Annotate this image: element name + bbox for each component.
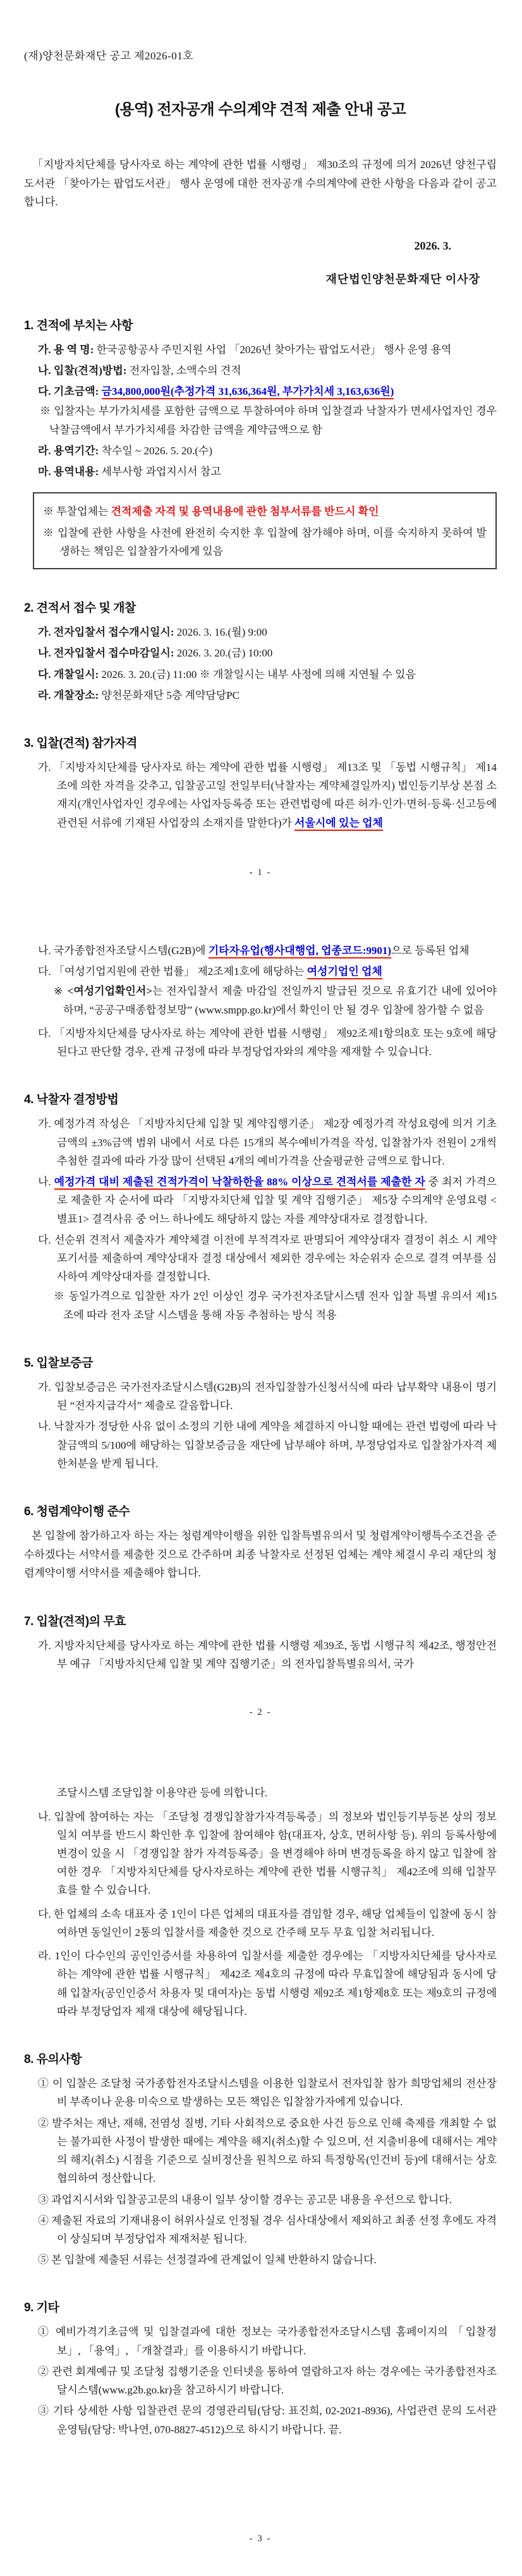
item-label: 가. 전자입찰서 접수개시일시: <box>38 626 174 639</box>
list-item: ① 예비가격기초금액 및 입찰결과에 대한 정보는 국가종합전자조달시스템 홈페이지의 「입찰정보」, 「용역」, 「개찰결과」를 이용하시기 바랍니다. <box>38 2326 497 2357</box>
item-text: 다. 「여성기업지원에 관한 법률」 제2조제1호에 해당하는 <box>38 965 305 978</box>
list-item <box>24 686 497 704</box>
list-item: 다. 선순위 견적서 제출자가 계약체결 이전에 부적격자로 판명되어 계약상대자 결정이 취소 시 계약 포기서를 제출하여 계약상대자 결정 대상에서 제외한 경우에는 차순위자 순으로 결격 여부를 심사하여 계약상대자를 결정합니다. <box>38 1233 497 1283</box>
section-8-heading: 8. 유의사항 <box>24 2053 82 2067</box>
page-title: (용역) 전자공개 수의계약 견적 제출 안내 공고 <box>114 101 406 118</box>
item-text: 가. 「지방자치단체를 당사자로 하는 계약에 관한 법률 시행령」 제13조 및 「동법 시행규칙」 제14조에 의한 자격을 갖추고, 입찰공고일 전일부터(낙찰자는 계약체결일까지) 법인등기부상 본점 소재지(개인사업자인 경우에는 사업자등록증 또는 관련법령에 따른 허가·인가·면허·등록·신고등에 관련된 서류에 기재된 사업장의 소재지를 말한다)가 <box>38 761 497 829</box>
item-note: ※ 개찰일시는 내부 사정에 의해 지연될 수 있음 <box>199 668 416 680</box>
warning-prefix: ※ 투찰업체는 <box>43 505 109 518</box>
item-label: 나. 입찰(견적)방법: <box>38 364 127 377</box>
list-item: 가. 예정가격 작성은 「지방자치단체 입찰 및 계약집행기준」 제2장 예정가격 작성요령에 의거 기초금액의 ±3%금액 범위 내에서 서로 다른 15개의 복수예비가격을 작성, 입찰참가자 전원이 2개씩 추첨한 결과에 따라 가장 많이 선택된 4개의 예비가격을 산술평균한 금액으로 합니다. <box>38 1118 497 1167</box>
page-number-3: - 3 - <box>249 2533 272 2544</box>
item-label: 나. <box>38 1176 51 1188</box>
list-item <box>24 1173 497 1228</box>
announcement-date: 2026. 3. <box>414 239 451 252</box>
base-amount-highlight: 금34,800,000원(추정가격 31,636,364원, 부가가치세 3,163,636원) <box>102 385 394 399</box>
list-item: 나. 낙찰자가 정당한 사유 없이 소정의 기한 내에 계약을 체결하지 아니할 때에는 관련 법령에 따라 낙찰금액의 5/100에 해당하는 입찰보증금을 재단에 납부해야 하며, 부정당업자로 입찰참가자격 제한처분을 받게 됩니다. <box>38 1420 497 1470</box>
note-mark: ※ <box>54 985 64 998</box>
list-item: ④ 제출된 자료의 기재내용이 허위사실로 인정될 경우 심사대상에서 제외하고 최종 선정 후에도 자격이 상실되며 부정당업자 제재처분 됩니다. <box>38 2214 497 2245</box>
list-item: 가. 입찰보증금은 국가전자조달시스템(G2B)의 전자입찰참가신청서식에 따라 납부확약 내용이 명기된 “전자지급각서” 제출로 갈음합니다. <box>38 1381 497 1412</box>
section-9-heading: 9. 기타 <box>24 2301 59 2315</box>
section-1-heading: 1. 견적에 부치는 사항 <box>24 318 133 332</box>
item-text: 으로 등록된 업체 <box>391 944 470 957</box>
list-item: 라. 1인이 다수인의 공인인증서를 차용하여 입찰서를 제출한 경우에는 「지방자치단체를 당사자로 하는 계약에 관한 법률 시행규칙」 제42조 제4호의 규정에 따라 무효입찰에 해당됨과 동시에 당해 입찰자(공인인증서 차용자 및 대여자)는 동법 시행령 제92조 제1항제8호 또는 제9호의 규정에 따라 부정당업자 제재 대상에 해당됩니다. <box>38 1950 497 2017</box>
list-item <box>24 962 497 981</box>
list-item <box>24 341 497 359</box>
section-5-heading: 5. 입찰보증금 <box>24 1356 93 1370</box>
warning-line <box>43 502 487 521</box>
list-item: 다. 한 업체의 소속 대표자 중 1인이 다른 업체의 대표자를 겸임할 경우, 해당 업체들이 입찰에 동시 참여하면 동일인이 2통의 입찰서를 제출한 것으로 간주해 모두 무효 입찰 처리됩니다. <box>38 1908 497 1938</box>
list-item: ① 이 입찰은 조달청 국가종합전자조달시스템을 이용한 입찰로서 전자입찰 참가 희망업체의 전산장비 부족이나 운용 미숙으로 발생하는 모든 책임은 입찰참가자에게 있습니다. <box>38 2077 497 2108</box>
item-label: 라. 용역기간: <box>38 444 99 457</box>
section-4-heading: 4. 낙찰자 결정방법 <box>24 1093 119 1107</box>
list-item: ⑤ 본 입찰에 제출된 서류는 선정결과에 관계없이 일체 반환하지 않습니다. <box>38 2254 377 2266</box>
item-label: 다. 기초금액: <box>38 385 99 398</box>
list-item <box>24 361 497 380</box>
list-item: 가. 지방자치단체를 당사자로 하는 계약에 관한 법률 시행령 제39조, 동법 시행규칙 제42조, 행정안전부 예규 「지방자치단체 입찰 및 계약 집행기준」의 전자입찰특별유의서, 국가 <box>38 1639 497 1671</box>
item-text: 중 최저 가격으로 제출한 자 순서에 따라 「지방자치단체 입찰 및 계약 집행기준」 제5장 수의계약 운영요령 <별표1> 결격사유 중 어느 하나에도 해당하지 않는 자를 계약상대자로 결정합니다. <box>57 1176 497 1225</box>
item-label: 라. 개찰장소: <box>38 689 99 701</box>
warning-box <box>33 492 497 569</box>
list-item <box>24 665 497 684</box>
list-item <box>24 941 497 960</box>
list-item: ② 발주처는 재난, 재해, 전염성 질병, 기타 사회적으로 중요한 사건 등으로 인해 축제를 개최할 수 없는 불가피한 사정이 발생한 때에는 계약을 해지(취소)할 수 있으며, 선 지출비용에 대해서는 계약의 해지(취소) 시점을 기준으로 실비정산을 원칙으로 하되 특정항목(인건비 등)에 대해서는 상호 협의하여 정산합니다. <box>38 2117 497 2185</box>
item-label: 다. 개찰일시: <box>38 668 99 680</box>
item-text: 전자입찰, 소액수의 견적 <box>129 364 241 377</box>
vat-note: ※ 입찰자는 부가가치세를 포함한 금액으로 투찰하여야 하며 입찰결과 낙찰자가 면세사업자인 경우 낙찰금액에서 부가가치세를 차감한 금액을 계약금액으로 함 <box>40 405 497 436</box>
notice-number: (재)양천문화재단 공고 제2026-01호 <box>24 50 194 62</box>
item-text: 2026. 3. 20.(금) 10:00 <box>176 647 273 660</box>
seoul-company-highlight: 서울시에 있는 업체 <box>294 817 383 831</box>
list-item: 다. 「지방자치단체를 당사자로 하는 계약에 관한 법률 시행령」 제92조제1항의8호 또는 9호에 해당된다고 판단할 경우, 관계 규정에 따라 부정당업자와의 계약을 제재할 수 있습니다. <box>38 1027 497 1058</box>
list-item <box>24 623 497 641</box>
list-item <box>24 463 497 481</box>
section-6-heading: 6. 청렴계약이행 준수 <box>24 1505 130 1519</box>
item-text: 나. 국가종합전자조달시스템(G2B)에 <box>38 944 206 957</box>
list-item <box>24 644 497 662</box>
item-text: 세부사항 과업지시서 참고 <box>101 466 221 478</box>
item-label: 마. 용역내용: <box>38 466 99 478</box>
list-item: ② 관련 회계예규 및 조달청 집행기준을 인터넷을 통하여 열람하고자 하는 경우에는 국가종합전자조달시스템(www.g2b.go.kr)을 참고하시기 바랍니다. <box>38 2365 497 2397</box>
industry-code-highlight: 기타자유업(행사대행업, 업종코드:9901) <box>209 945 391 958</box>
item-text: 2026. 3. 16.(월) 9:00 <box>176 626 267 639</box>
lower-limit-highlight: 예정가격 대비 제출된 견적가격이 낙찰하한율 88% 이상으로 견적서를 제출한 자 <box>54 1176 425 1190</box>
item-text: 양천문화재단 5층 계약담당PC <box>101 689 240 701</box>
list-item: 나. 입찰에 참여하는 자는 「조달청 경쟁입찰참가자격등록증」의 정보와 법인등기부등본 상의 정보 일치 여부를 반드시 확인한 후 입찰에 참여해야 함(대표자, 상호, 면허사항 등). 위의 등록사항에 변경이 있을 시 「경쟁입찰 참가 자격등록증」을 변경해야 하며 변경등록을 하지 않고 입찰에 참여한 경우 「지방자치단체를 당사자로하는 계약에 관한 법률 시행규칙」 제42조에 의해 입찰무효를 할 수 있습니다. <box>38 1810 497 1897</box>
section-3-heading: 3. 입찰(견적) 참가자격 <box>24 737 137 751</box>
item-text: 한국공항공사 주민지원 사업 「2026년 찾아가는 팝업도서관」 행사 운영 용역 <box>96 343 452 356</box>
list-item <box>24 382 497 401</box>
women-cert-note <box>24 982 497 1019</box>
list-item <box>24 758 497 832</box>
section-2-heading: 2. 견적서 접수 및 개찰 <box>24 602 136 615</box>
list-item: ③ 기타 상세한 사항 입찰관련 문의 경영관리팀(담당: 표진희, 02-2021-8936), 사업관련 문의 도서관운영팀(담당: 박나연, 070-8827-4512)으로 하시기 바랍니다. 끝. <box>38 2405 497 2436</box>
item-text: 2026. 3. 20.(금) 11:00 <box>101 668 197 680</box>
signer: 재단법인양천문화재단 이사장 <box>325 272 480 286</box>
item-label: 가. 용 역 명: <box>38 343 94 356</box>
warning-red-text: 견적제출 자격 및 용역내용에 관한 첨부서류를 반드시 확인 <box>111 505 379 518</box>
list-item: ③ 과업지시서와 입찰공고문의 내용이 일부 상이할 경우는 공고문 내용을 우선으로 합니다. <box>38 2193 452 2206</box>
list-item <box>24 442 497 460</box>
intro-paragraph: 「지방자치단체를 당사자로 하는 계약에 관한 법률 시행령」 제30조의 규정에 의거 2026년 양천구립도서관 「찾아가는 팝업도서관」 행사 운영에 대한 전자공개 수의계약에 관한 사항을 다음과 같이 공고합니다. <box>24 159 497 209</box>
page-number-1: - 1 - <box>249 867 272 878</box>
note-text: 는 전자입찰서 제출 마감일 전일까지 발급된 것으로 유효기간 내에 있어야 하며, “공공구매종합정보망” (www.smpp.go.kr)에서 확인이 안 될 경우 입찰에 참가할 수 없음 <box>63 985 497 1016</box>
section-7-heading: 7. 입찰(견적)의 무효 <box>24 1614 126 1628</box>
note-bold: <여성기업확인서> <box>67 985 152 998</box>
item-text: 착수일 ~ 2026. 5. 20.(수) <box>101 444 212 457</box>
women-business-highlight: 여성기업인 업체 <box>307 965 382 979</box>
warning-line: ※ 입찰에 관한 사항을 사전에 완전히 숙지한 후 입찰에 참가해야 하며, 이를 숙지하지 못하여 발생하는 책임은 입찰참가자에게 있음 <box>43 526 487 557</box>
tie-note: ※ 동일가격으로 입찰한 자가 2인 이상인 경우 국가전자조달시스템 전자 입찰 특별 유의서 제15조에 따라 전자 조달 시스템을 통해 자동 추첨하는 방식 적용 <box>54 1290 497 1321</box>
page-number-2: - 2 - <box>249 1707 272 1718</box>
item-label: 나. 전자입찰서 접수마감일시: <box>38 647 174 660</box>
integrity-paragraph: 본 입찰에 참가하고자 하는 자는 청렴계약이행을 위한 입찰특별유의서 및 청렴계약이행특수조건을 준수하겠다는 서약서를 제출한 것으로 간주하며 최종 낙찰자로 선정된 업체는 계약 체결시 우리 재단의 청렴계약이행 서약서를 제출해야 합니다. <box>24 1530 497 1580</box>
list-item-continued: 조달시스템 조달입찰 이용약관 등에 의합니다. <box>57 1787 268 1799</box>
